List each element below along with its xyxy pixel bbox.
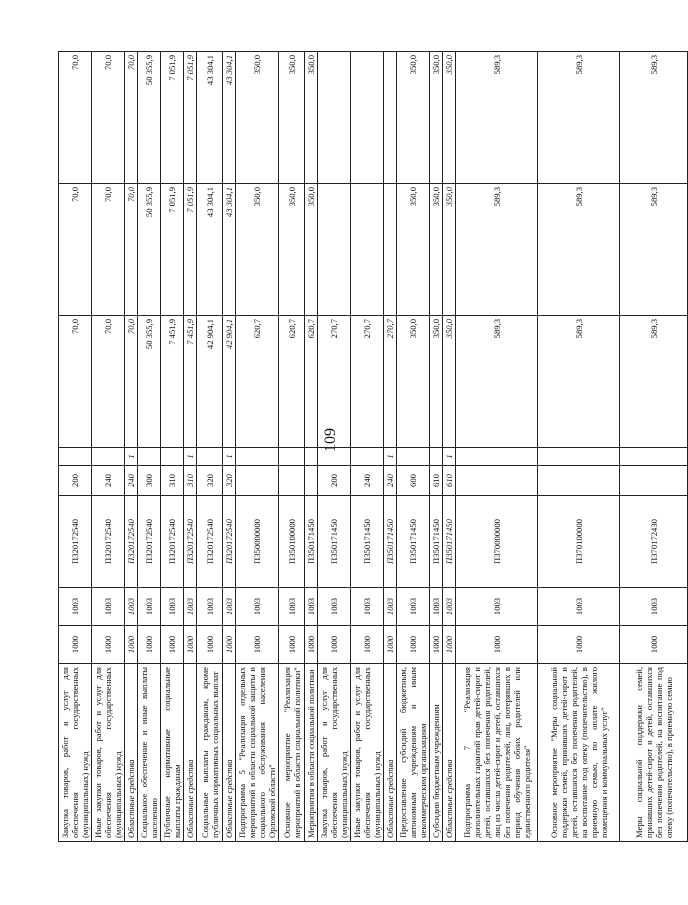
section-code: 1000 xyxy=(456,626,538,664)
section-code: 1000 xyxy=(430,626,443,664)
funding-mark xyxy=(161,448,184,466)
row-name: Предоставление субсидий бюджетным, автономным учреждениям и иным некоммерческим организациям xyxy=(397,664,430,842)
page-number: 109 xyxy=(322,428,339,452)
row-name: Закупка товаров, работ и услуг для обеспечения государственных (муниципальных) нужд xyxy=(318,664,351,842)
value-year-3: 350,0 xyxy=(430,52,443,184)
section-code: 1000 xyxy=(384,626,397,664)
row-name: Меры социальной поддержки семей, принявших детей-сирот и детей, оставшихся без попечения родителей, на воспитание под опеку (попечительство), в приемную семью xyxy=(620,664,688,842)
row-name: Публичные нормативные социальные выплаты гражданам xyxy=(161,664,184,842)
target-code: П350171450 xyxy=(384,496,397,588)
value-year-2 xyxy=(384,184,397,316)
target-code: П320172540 xyxy=(161,496,184,588)
table-row xyxy=(184,52,197,842)
value-year-2 xyxy=(351,184,384,316)
value-year-3: 70,0 xyxy=(59,52,92,184)
target-code: П350171450 xyxy=(351,496,384,588)
target-code: П350171450 xyxy=(318,496,351,588)
section-code: 1000 xyxy=(620,626,688,664)
subsection-code: 1003 xyxy=(279,588,305,626)
funding-mark xyxy=(456,448,538,466)
row-name: Подпрограмма 5 "Реализация отдельных мероприятий в области социальной защиты и социального обслуживания населения Орловской области" xyxy=(236,664,279,842)
target-code: П370000000 xyxy=(456,496,538,588)
row-name: Субсидии бюджетным учреждениям xyxy=(430,664,443,842)
value-year-2: 350,0 xyxy=(430,184,443,316)
subsection-code: 1003 xyxy=(138,588,161,626)
value-year-3: 7 051,9 xyxy=(184,52,197,184)
subsection-code: 1003 xyxy=(620,588,688,626)
value-year-2: 7 051,9 xyxy=(161,184,184,316)
value-year-3: 350,0 xyxy=(443,52,456,184)
row-name: Областные средства xyxy=(125,664,138,842)
value-year-3 xyxy=(351,52,384,184)
table-row xyxy=(138,52,161,842)
subsection-code: 1003 xyxy=(125,588,138,626)
subsection-code: 1003 xyxy=(430,588,443,626)
table-row xyxy=(397,52,430,842)
row-name: Областные средства xyxy=(443,664,456,842)
section-code: 1000 xyxy=(443,626,456,664)
section-code: 1000 xyxy=(538,626,620,664)
funding-mark: 1 xyxy=(384,448,397,466)
section-code: 1000 xyxy=(125,626,138,664)
subsection-code: 1003 xyxy=(223,588,236,626)
table-row xyxy=(538,52,620,842)
funding-mark xyxy=(318,448,351,466)
value-year-1: 620,7 xyxy=(305,316,318,448)
funding-mark xyxy=(397,448,430,466)
target-code: П320172540 xyxy=(184,496,197,588)
row-name: Основное мероприятие "Меры социальной поддержки семей, принявших детей-сирот и детей, оставшихся без попечения родителей, на воспитание под опеку (попечительство), в приемную семью, по оплате жилого помещения и коммунальных услуг" xyxy=(538,664,620,842)
value-year-3 xyxy=(318,52,351,184)
rotated-table-wrapper xyxy=(58,52,674,842)
value-year-1: 270,7 xyxy=(318,316,351,448)
subsection-code: 1003 xyxy=(397,588,430,626)
value-year-2 xyxy=(318,184,351,316)
funding-mark xyxy=(538,448,620,466)
value-year-3: 350,0 xyxy=(397,52,430,184)
section-code: 1000 xyxy=(184,626,197,664)
value-year-1: 350,0 xyxy=(430,316,443,448)
expense-type: 200 xyxy=(318,466,351,496)
funding-mark xyxy=(620,448,688,466)
value-year-1: 270,7 xyxy=(384,316,397,448)
section-code: 1000 xyxy=(279,626,305,664)
subsection-code: 1003 xyxy=(184,588,197,626)
table-row xyxy=(59,52,92,842)
target-code: П320172540 xyxy=(59,496,92,588)
subsection-code: 1003 xyxy=(384,588,397,626)
value-year-3: 350,0 xyxy=(305,52,318,184)
value-year-2: 43 304,1 xyxy=(223,184,236,316)
expense-type xyxy=(620,466,688,496)
value-year-2: 589,3 xyxy=(456,184,538,316)
value-year-3: 70,0 xyxy=(125,52,138,184)
value-year-1: 50 355,9 xyxy=(138,316,161,448)
expense-type xyxy=(538,466,620,496)
table-row xyxy=(456,52,538,842)
target-code: П320172540 xyxy=(223,496,236,588)
expense-type: 310 xyxy=(184,466,197,496)
target-code: П350000000 xyxy=(236,496,279,588)
section-code: 1000 xyxy=(59,626,92,664)
value-year-3: 589,3 xyxy=(456,52,538,184)
expense-type: 240 xyxy=(125,466,138,496)
table-row xyxy=(430,52,443,842)
value-year-1: 70,0 xyxy=(59,316,92,448)
value-year-3 xyxy=(384,52,397,184)
target-code: П350100000 xyxy=(279,496,305,588)
value-year-2: 50 355,9 xyxy=(138,184,161,316)
value-year-3: 50 355,9 xyxy=(138,52,161,184)
table-row xyxy=(236,52,279,842)
section-code: 1000 xyxy=(236,626,279,664)
target-code: П320172540 xyxy=(92,496,125,588)
target-code: П370100000 xyxy=(538,496,620,588)
value-year-3: 350,0 xyxy=(236,52,279,184)
value-year-2: 350,0 xyxy=(443,184,456,316)
value-year-1: 42 904,1 xyxy=(197,316,223,448)
section-code: 1000 xyxy=(223,626,236,664)
value-year-1: 7 451,9 xyxy=(184,316,197,448)
expense-type: 610 xyxy=(430,466,443,496)
value-year-1: 589,3 xyxy=(456,316,538,448)
section-code: 1000 xyxy=(161,626,184,664)
table-row xyxy=(443,52,456,842)
subsection-code: 1003 xyxy=(443,588,456,626)
funding-mark xyxy=(351,448,384,466)
table-row xyxy=(620,52,688,842)
section-code: 1000 xyxy=(92,626,125,664)
value-year-3: 43 304,1 xyxy=(223,52,236,184)
row-name: Областные средства xyxy=(184,664,197,842)
budget-table-body xyxy=(59,52,688,842)
value-year-2: 589,3 xyxy=(620,184,688,316)
row-name: Областные средства xyxy=(384,664,397,842)
value-year-3: 350,0 xyxy=(279,52,305,184)
value-year-1: 620,7 xyxy=(236,316,279,448)
expense-type xyxy=(279,466,305,496)
funding-mark xyxy=(236,448,279,466)
value-year-2: 350,0 xyxy=(236,184,279,316)
row-name: Мероприятия в области социальной политики xyxy=(305,664,318,842)
target-code: П320172540 xyxy=(197,496,223,588)
value-year-3: 589,3 xyxy=(538,52,620,184)
value-year-1: 7 451,9 xyxy=(161,316,184,448)
expense-type: 240 xyxy=(92,466,125,496)
section-code: 1000 xyxy=(318,626,351,664)
expense-type: 310 xyxy=(161,466,184,496)
section-code: 1000 xyxy=(197,626,223,664)
subsection-code: 1003 xyxy=(305,588,318,626)
row-name: Основное мероприятие "Реализация мероприятий в области социальной политики" xyxy=(279,664,305,842)
subsection-code: 1003 xyxy=(318,588,351,626)
target-code: П320172540 xyxy=(138,496,161,588)
row-name: Социальное обеспечение и иные выплаты населению xyxy=(138,664,161,842)
target-code: П350171450 xyxy=(305,496,318,588)
expense-type xyxy=(305,466,318,496)
expense-type: 240 xyxy=(384,466,397,496)
table-row xyxy=(351,52,384,842)
funding-mark: 1 xyxy=(125,448,138,466)
value-year-2: 589,3 xyxy=(538,184,620,316)
row-name: Подпрограмма 7 "Реализация дополнительных гарантий прав детей-сирот и детей, оставшихся без попечения родителей, лиц из числа детей-сирот и детей, оставшихся без попечения родителей, лиц, потерявших в период обучения обоих родителей или единственного родителя" xyxy=(456,664,538,842)
table-row xyxy=(384,52,397,842)
expense-type: 320 xyxy=(223,466,236,496)
value-year-3: 70,0 xyxy=(92,52,125,184)
value-year-1: 350,0 xyxy=(397,316,430,448)
row-name: Иные закупки товаров, работ и услуг для обеспечения государственных (муниципальных) нужд xyxy=(351,664,384,842)
value-year-2: 70,0 xyxy=(59,184,92,316)
value-year-1: 589,3 xyxy=(620,316,688,448)
row-name: Социальные выплаты гражданам, кроме публичных нормативных социальных выплат xyxy=(197,664,223,842)
funding-mark xyxy=(92,448,125,466)
expense-type: 600 xyxy=(397,466,430,496)
subsection-code: 1003 xyxy=(456,588,538,626)
row-name: Закупка товаров, работ и услуг для обеспечения государственных (муниципальных) нужд xyxy=(59,664,92,842)
funding-mark: 1 xyxy=(443,448,456,466)
value-year-2: 43 304,1 xyxy=(197,184,223,316)
row-name: Иные закупки товаров, работ и услуг для обеспечения государственных (муниципальных) нужд xyxy=(92,664,125,842)
subsection-code: 1003 xyxy=(538,588,620,626)
value-year-1: 350,0 xyxy=(443,316,456,448)
value-year-1: 42 904,1 xyxy=(223,316,236,448)
value-year-3: 7 051,9 xyxy=(161,52,184,184)
value-year-2: 350,0 xyxy=(305,184,318,316)
target-code: П350171450 xyxy=(430,496,443,588)
section-code: 1000 xyxy=(351,626,384,664)
subsection-code: 1003 xyxy=(59,588,92,626)
expense-type: 240 xyxy=(351,466,384,496)
funding-mark xyxy=(430,448,443,466)
value-year-1: 620,7 xyxy=(279,316,305,448)
expense-type: 300 xyxy=(138,466,161,496)
funding-mark xyxy=(138,448,161,466)
subsection-code: 1003 xyxy=(351,588,384,626)
funding-mark xyxy=(197,448,223,466)
row-name: Областные средства xyxy=(223,664,236,842)
funding-mark xyxy=(279,448,305,466)
subsection-code: 1003 xyxy=(236,588,279,626)
table-row xyxy=(279,52,305,842)
table-row xyxy=(125,52,138,842)
value-year-2: 350,0 xyxy=(279,184,305,316)
funding-mark xyxy=(59,448,92,466)
value-year-2: 7 051,9 xyxy=(184,184,197,316)
target-code: П370172430 xyxy=(620,496,688,588)
table-row xyxy=(197,52,223,842)
funding-mark: 1 xyxy=(184,448,197,466)
section-code: 1000 xyxy=(305,626,318,664)
value-year-2: 350,0 xyxy=(397,184,430,316)
value-year-2: 70,0 xyxy=(125,184,138,316)
expense-type: 200 xyxy=(59,466,92,496)
value-year-1: 70,0 xyxy=(92,316,125,448)
target-code: П320172540 xyxy=(125,496,138,588)
section-code: 1000 xyxy=(397,626,430,664)
table-row xyxy=(92,52,125,842)
expense-type xyxy=(236,466,279,496)
value-year-2: 70,0 xyxy=(92,184,125,316)
subsection-code: 1003 xyxy=(161,588,184,626)
funding-mark xyxy=(305,448,318,466)
table-row xyxy=(305,52,318,842)
target-code: П350171450 xyxy=(443,496,456,588)
expense-type: 320 xyxy=(197,466,223,496)
value-year-1: 70,0 xyxy=(125,316,138,448)
table-row xyxy=(161,52,184,842)
subsection-code: 1003 xyxy=(92,588,125,626)
section-code: 1000 xyxy=(138,626,161,664)
expense-type: 610 xyxy=(443,466,456,496)
table-row xyxy=(223,52,236,842)
value-year-3: 43 304,1 xyxy=(197,52,223,184)
value-year-1: 589,3 xyxy=(538,316,620,448)
table-row xyxy=(318,52,351,842)
budget-table xyxy=(58,51,688,842)
expense-type xyxy=(456,466,538,496)
value-year-3: 589,3 xyxy=(620,52,688,184)
target-code: П350171450 xyxy=(397,496,430,588)
subsection-code: 1003 xyxy=(197,588,223,626)
value-year-1: 270,7 xyxy=(351,316,384,448)
funding-mark: 1 xyxy=(223,448,236,466)
